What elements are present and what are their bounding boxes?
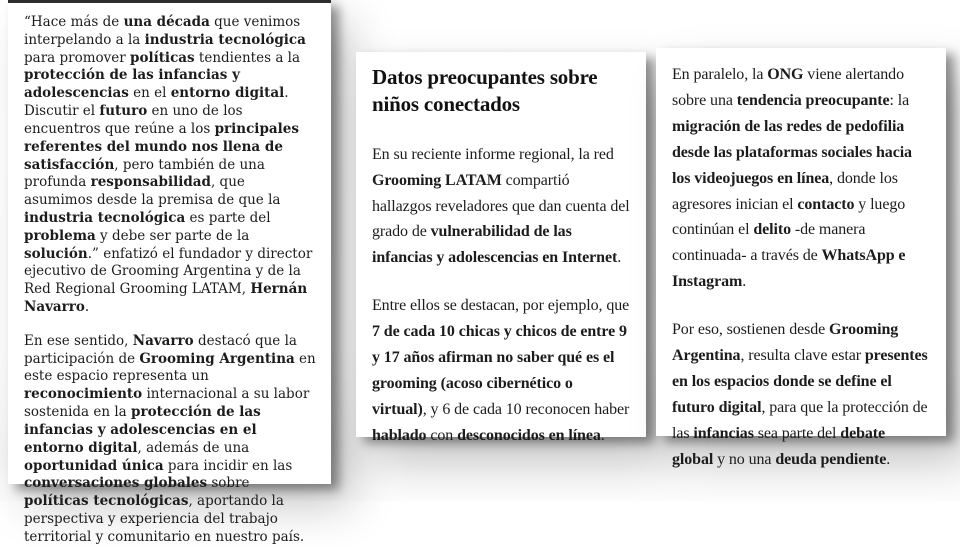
statistics-paragraph: Entre ellos se destacan, por ejemplo, que 7 de cada 10 chicas y chicos de entre 9 y 17 años afirman no saber qué es el grooming (acoso cibernético o virtual), y 6 de cada 10 reconocen haber hablado con desconocidos en línea. (372, 297, 630, 444)
quote-paragraph: “Hace más de una década que venimos interpelando a la industria tecnológica para promover políticas tendientes a la protección de las infancias y adolescencias en el entorno digital. Discutir el futuro en uno de los encuentros que reúne a los principales referentes del mundo nos llena de satisfacción, pero también de una profunda responsabilidad, que asumimos desde la premisa de que la industria tecnológica es parte del problema y debe ser parte de la solución.” enfatizó el fundador y director ejecutivo de Grooming Argentina y de la Red Regional Grooming LATAM, Hernán Navarro. (24, 14, 313, 315)
section-heading: Datos preocupantes sobre niños conectados (372, 65, 598, 116)
conclusion-paragraph: Por eso, sostienen desde Grooming Argentina, resulta clave estar presentes en los espacios donde se define el futuro digital, para que la protección de las infancias sea parte del debate global y no una deuda pendiente. (672, 321, 928, 468)
article-clipping-datos (356, 52, 646, 444)
context-paragraph: En ese sentido, Navarro destacó que la participación de Grooming Argentina en este espacio representa un reconocimiento internacional a su labor sostenida en la protección de las infancias y adolescencias en el entorno digital, además de una oportunidad única para incidir en las conversaciones globales sobre políticas tecnológicas, aportando la perspectiva y experiencia del trabajo territorial y comunitario en nuestro país. (24, 332, 316, 545)
trend-paragraph: En paralelo, la ONG viene alertando sobre una tendencia preocupante: la migración de las redes de pedofilia desde las plataformas sociales hacia los videojuegos en línea, donde los agresores inician el contacto y luego continúan el delito -de manera continuada- a través de WhatsApp e Instagram. (672, 66, 912, 291)
report-paragraph: En su reciente informe regional, la red Grooming LATAM compartió hallazgos reveladores que dan cuenta del grado de vulnerabilidad de las infancias y adolescencias en Internet. (372, 145, 630, 267)
article-clipping-tendencia (656, 48, 946, 468)
article-clipping-quote (8, 0, 331, 545)
